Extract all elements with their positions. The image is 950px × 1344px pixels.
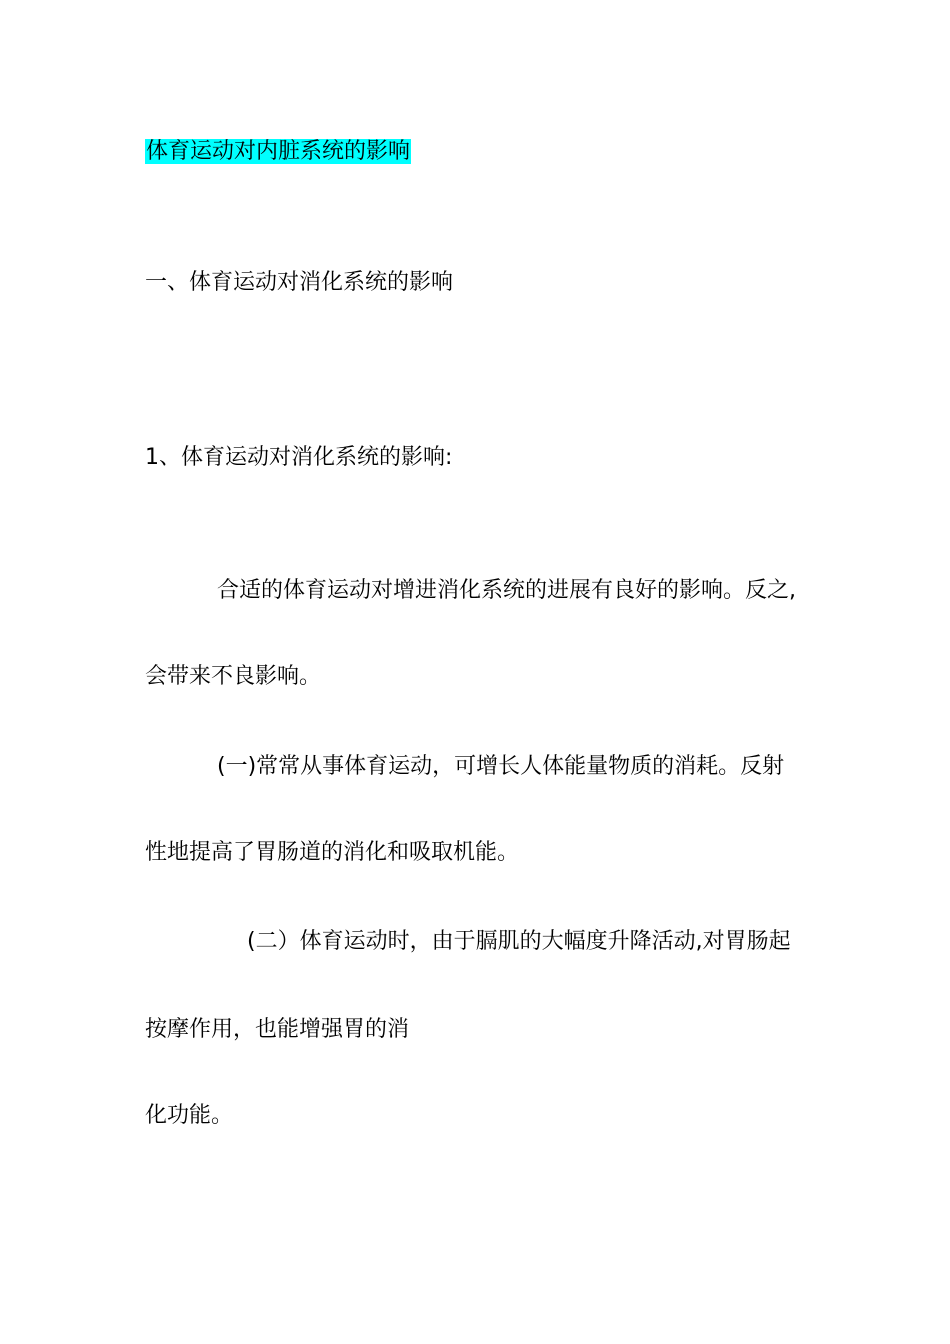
paragraph-1-line-2: 会带来不良影响。 xyxy=(145,664,322,689)
document-title xyxy=(145,137,411,167)
paragraph-2-line-1: (一)常常从事体育运动，可增长人体能量物质的消耗。反射 xyxy=(217,754,785,779)
paragraph-2-line-2: 性地提高了胃肠道的消化和吸取机能。 xyxy=(145,840,520,865)
subsection-heading: 1、体育运动对消化系统的影响: xyxy=(145,445,453,470)
paragraph-3-line-3: 化功能。 xyxy=(145,1103,234,1128)
paragraph-3-line-2: 按摩作用，也能增强胃的消 xyxy=(145,1017,410,1042)
paragraph-1-line-1: 合适的体育运动对增进消化系统的进展有良好的影响。反之, xyxy=(217,578,796,603)
title-highlight: 体育运动对内脏系统的影响 xyxy=(146,139,411,164)
paragraph-3-line-1: (二）体育运动时，由于膈肌的大幅度升降活动,对胃肠起 xyxy=(247,929,791,954)
section-heading: 一、体育运动对消化系统的影响 xyxy=(145,270,454,295)
